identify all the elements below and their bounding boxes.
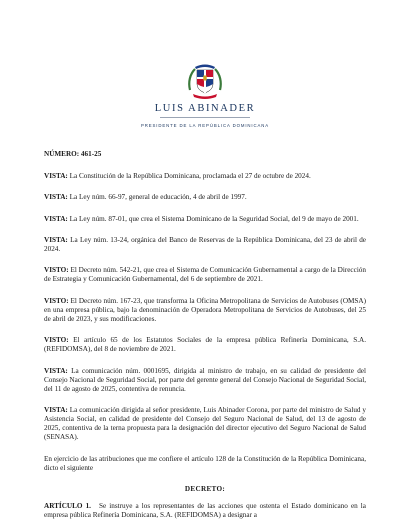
vista-label: VISTA: — [44, 235, 68, 244]
article-text: Se instruye a los representantes de las acciones que ostenta el Estado dominicano en la empresa pública Refinería Dominicana, S.A. (REFIDOMSA) a designar a — [44, 502, 366, 520]
decree-body — [44, 150, 366, 527]
vista-text: La Ley núm. 87-01, que crea el Sistema Dominicano de la Seguridad Social, del 9 de mayo de 2001. — [69, 214, 359, 223]
decreto-heading: DECRETO: — [184, 484, 226, 493]
vista-item — [44, 336, 366, 354]
coat-of-arms-icon — [186, 60, 224, 100]
decree-number: NÚMERO: 461-25 — [44, 150, 102, 158]
vista-label: VISTO: — [44, 336, 69, 345]
article-1 — [44, 502, 366, 520]
vista-text: La Constitución de la República Dominicana, proclamada el 27 de octubre de 2024. — [69, 172, 311, 181]
signatory-name: LUIS ABINADER — [154, 103, 256, 114]
vista-label: VISTA: — [44, 214, 68, 223]
signatory-title: PRESIDENTE DE LA REPÚBLICA DOMINICANA — [140, 123, 270, 128]
article-label: ARTÍCULO 1. — [44, 502, 91, 511]
vista-text: La Ley núm. 66-97, general de educación, 4 de abril de 1997. — [69, 193, 247, 202]
vista-text: El artículo 65 de los Estatutos Sociales de la empresa pública Refinería Dominicana, S.A. (REFIDOMSA), del 8 de noviembre de 2021. — [44, 336, 367, 354]
vista-text: La comunicación dirigida al señor presidente, Luis Abinader Corona, por parte del ministro de Salud y Asistencia Social, en calidad de presidente del Consejo del Seguro Nacional de Salud, del 13 de agosto de 2025, contentiva de la terna propuesta para la designación del director ejecutivo del Seguro Nacional de Salud (SENASA). — [44, 406, 367, 442]
vista-text: El Decreto núm. 167-23, que transforma la Oficina Metropolitana de Servicios de Autobuses (OMSA) en una empresa pública, bajo la denominación de Operadora Metropolitana de Servicios de Autobuses, del 25 de abril de 2023, y sus modificaciones. — [44, 296, 366, 323]
vista-text: La comunicación núm. 0001695, dirigida al ministro de trabajo, en su calidad de presidente del Consejo Nacional de Seguridad Social, por parte del gerente general del Consejo Nacional de Seguridad Social, del 11 de agosto de 2025, contentiva de renuncia. — [44, 366, 366, 393]
vista-label: VISTO: — [44, 266, 69, 275]
vista-item — [44, 236, 366, 254]
vista-label: VISTA: — [44, 172, 68, 181]
vista-item — [44, 406, 366, 442]
vista-item — [44, 172, 366, 181]
vista-label: VISTO: — [44, 296, 69, 305]
vista-label: VISTA: — [44, 406, 68, 414]
vista-text: El Decreto núm. 542-21, que crea el Sistema de Comunicación Gubernamental a cargo de la Dirección de Estrategia y Comunicación Gubernamental, del 6 de septiembre de 2021. — [44, 266, 366, 284]
vista-item — [44, 297, 366, 324]
vista-label: VISTA: — [44, 366, 68, 375]
vista-item — [44, 367, 366, 394]
vista-item — [44, 193, 366, 202]
vista-item — [44, 266, 366, 284]
vista-text: La Ley núm. 13-24, orgánica del Banco de Reservas de la República Dominicana, del 23 de abril de 2024. — [44, 235, 366, 254]
vista-item — [44, 215, 366, 224]
vista-label: VISTA: — [44, 193, 68, 202]
header-divider — [160, 117, 250, 118]
exercise-paragraph: En ejercicio de las atribuciones que me confiere el artículo 128 de la Constitución de la República Dominicana, dicto el siguiente — [44, 454, 366, 472]
